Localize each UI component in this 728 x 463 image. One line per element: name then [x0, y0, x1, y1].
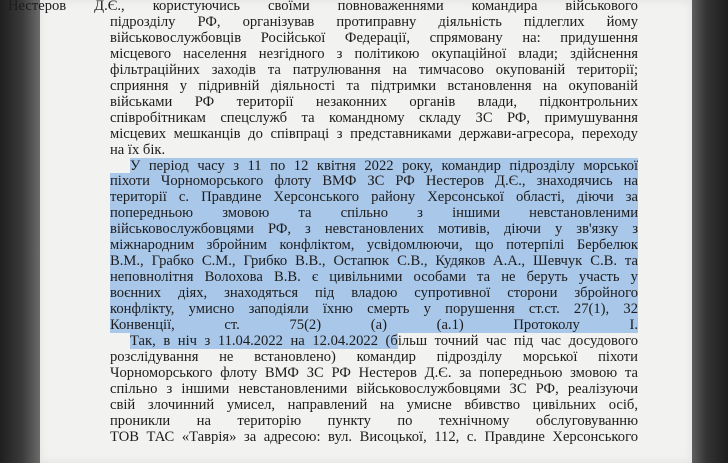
text-line-content: сприяння у підривній діяльності та підтримки встановлення на окупованій [110, 77, 638, 94]
text-line-content: військовослужбовцями РФ, з невстановлених мотивів, діючи у зв'язку з [110, 221, 639, 238]
text-line-content: В.М., Грабко С.М., Грибко В.В., Остапюк С.В., Кудяков А.А., Шевчук С.В. та [110, 253, 638, 270]
text-line [130, 334, 638, 350]
text-line [110, 302, 638, 318]
text-line-content: фільтраційних заходів та патрулювання на тимчасово окупованій території; [110, 61, 639, 78]
text-line-content: проникли на територію пункту по технічному обслуговуванню [110, 412, 639, 429]
text-line-content: місцевого населення незгідного з політикою окупаційної влади; здійснення [110, 45, 638, 62]
text-line-content: воєнних діях, знаходяться під владою супротивної сторони збройного [110, 285, 639, 302]
text-line-content: території с. Правдине Херсонського району Херсонської області, діючи за [110, 189, 639, 206]
text-line-content: співробітникам спецслужб та командному складу ЗС РФ, примушування [110, 109, 639, 126]
text-line [110, 15, 638, 31]
text-line [110, 111, 638, 127]
text-line-content: міжнародним збройним конфліктом, усвідомлюючи, що потерпілі Бербелюк [110, 237, 638, 254]
text-line-content: розслідування не встановлено) командир підрозділу морської піхоти [110, 348, 638, 365]
text-line-content: попередньою змовою та спільно з іншими невстановленими [110, 205, 639, 222]
text-line [110, 95, 638, 111]
text-line [110, 350, 638, 366]
text-line [110, 398, 638, 414]
text-line [110, 238, 638, 254]
text-line [110, 270, 638, 286]
text-line [110, 127, 638, 143]
text-line [110, 79, 638, 95]
plain-segment: ільш точний час під час досудового [397, 332, 639, 349]
text-line-content: неповнолітня Волохова В.В. є цивільними особами та не беруть участь у [110, 269, 638, 286]
text-line [130, 159, 638, 175]
text-line-content: ТОВ ТАС «Таврія» за адресою: вул. Висоцької, 112, с. Правдине Херсонського [110, 428, 638, 445]
text-line-content: свій злочинний умисел, направлений на умисне вбивство цивільних осіб, [110, 396, 638, 413]
text-line-content: Конвенції, ст. 75(2) (a) (a.1) Протоколу I. [110, 317, 638, 333]
text-line [110, 143, 165, 159]
text-line [110, 206, 638, 222]
text-line-content [130, 333, 638, 349]
text-line-content: У період часу з 11 по 12 квітня 2022 року, командир підрозділу морської [130, 157, 639, 174]
text-line-content: Нестеров Д.Є., користуючись своїми повноваженнями командира військового [8, 0, 638, 14]
text-line [110, 430, 638, 446]
text-line [110, 47, 638, 63]
text-line-content: конфлікту, умисно заподіяли їхню смерть у порушення ст.ст. 27(1), 32 [110, 301, 638, 318]
text-line [8, 0, 638, 15]
highlighted-segment: Так, в ніч з 11.04.2022 на 12.04.2022 (б [130, 332, 398, 349]
text-line [110, 318, 638, 334]
text-line [110, 63, 638, 79]
text-line [110, 286, 638, 302]
text-line [110, 254, 638, 270]
text-line [110, 414, 638, 430]
text-line-content: піхоти Чорноморського флоту ВМФ ЗС РФ Нестеров Д.Є., знаходячись на [110, 173, 638, 190]
text-line [110, 31, 638, 47]
photo-right-edge [692, 0, 728, 463]
text-line [110, 366, 638, 382]
text-line-content: військовослужбовців Російської Федерації, спрямовану на: придушення [110, 29, 638, 46]
text-line [110, 174, 638, 190]
text-line [110, 382, 638, 398]
text-line-content: місцевих мешканців до співпраці з представниками держави-агресора, переходу [110, 125, 638, 142]
text-line [110, 222, 638, 238]
text-line-content: спільно з іншими невстановленими військовослужбовцями ЗС РФ, реалізуючи [110, 380, 638, 397]
text-line-content: на їх бік. [110, 141, 166, 158]
text-line-content: підрозділу РФ, організував протиправну діяльність підлеглих йому [110, 13, 638, 30]
text-line-content: військами РФ території незаконних органів влади, підконтрольних [110, 93, 639, 110]
text-line-content: Чорноморського флоту ВМФ ЗС РФ Нестеров Д.Є. за попередньою змовою та [110, 364, 638, 381]
document-page [8, 0, 692, 463]
photo-left-edge [0, 0, 40, 463]
text-line [110, 190, 638, 206]
